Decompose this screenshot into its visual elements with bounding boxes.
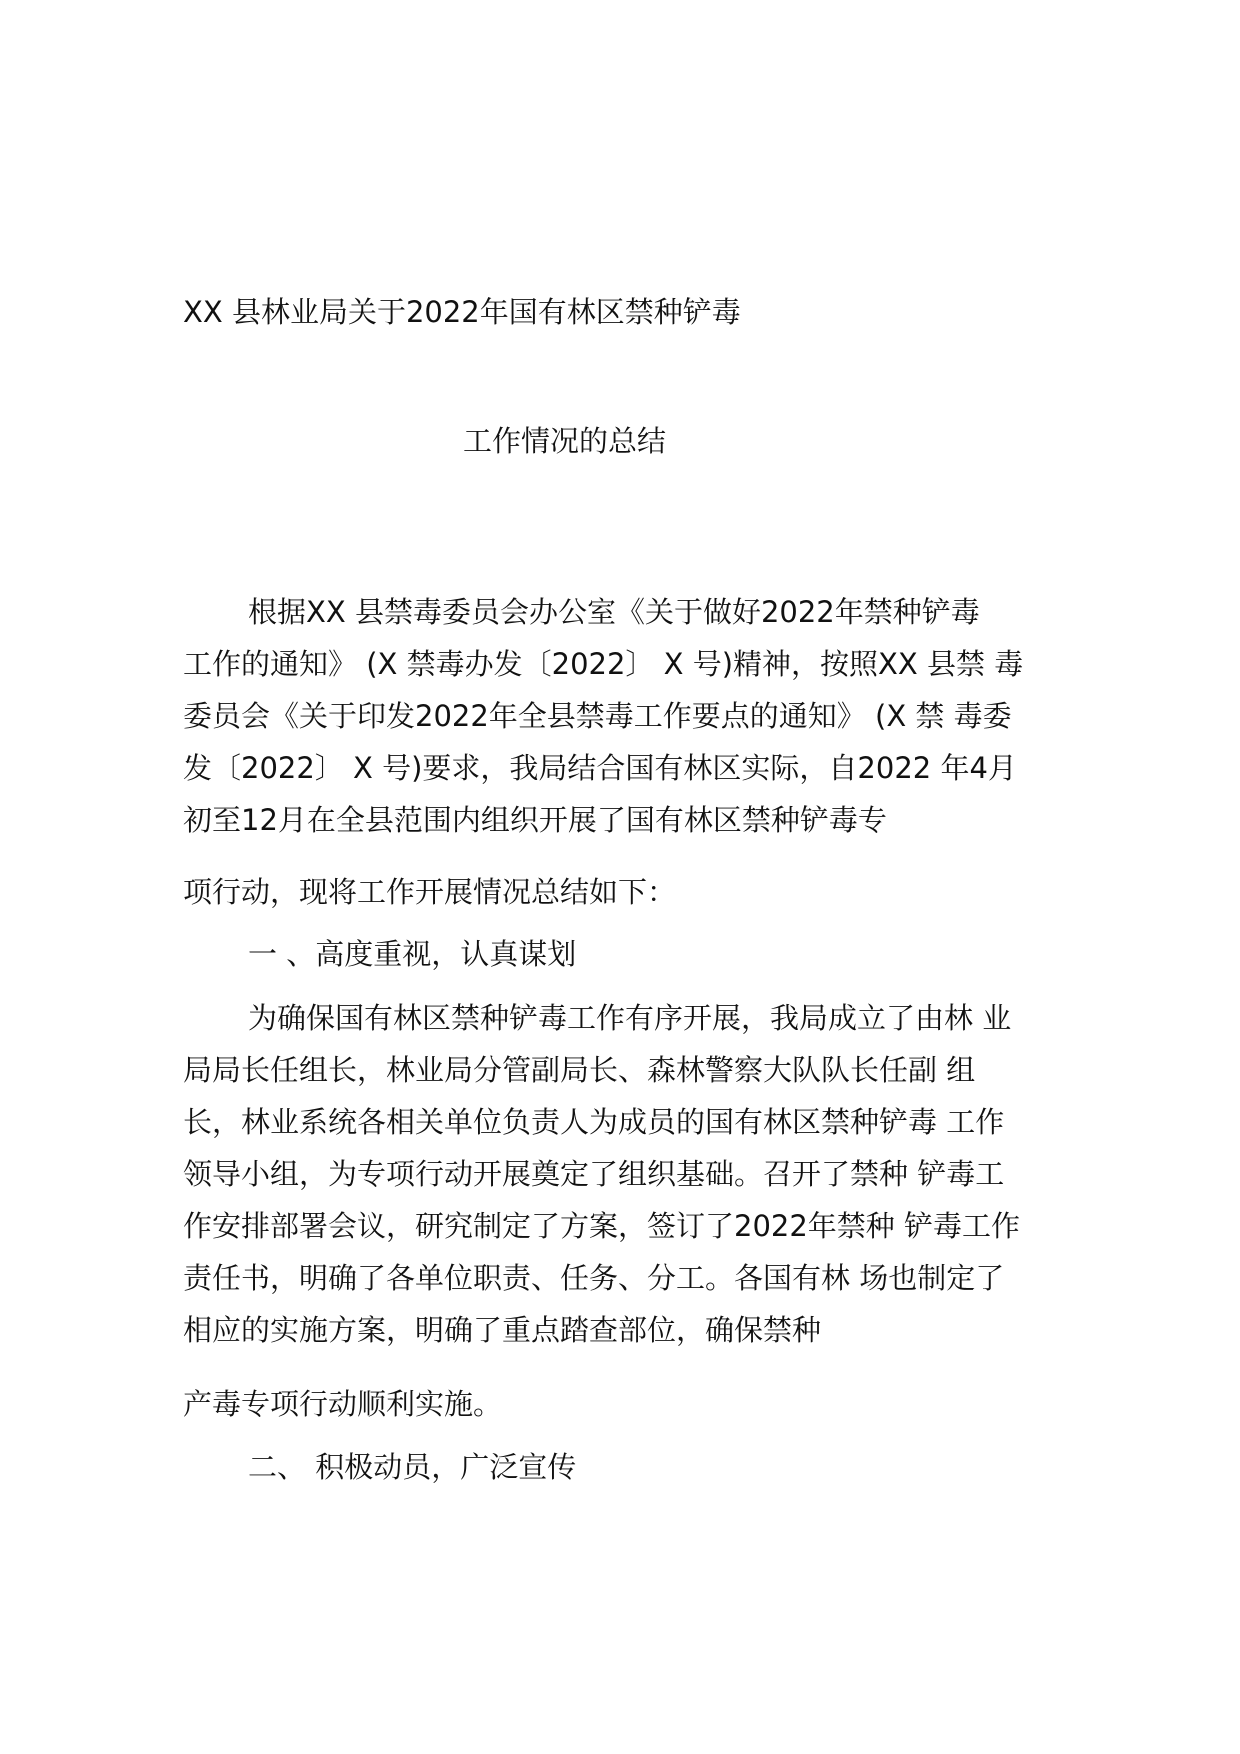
paragraph2-line: 领导小组，为专项行动开展奠定了组织基础。召开了禁种 铲毒工 <box>183 1157 1005 1191</box>
paragraph1-line: 初至12月在全县范围内组织开展了国有林区禁种铲毒专 <box>183 803 887 837</box>
paragraph2-line: 相应的实施方案，明确了重点踏查部位，确保禁种 <box>183 1313 822 1347</box>
paragraph1-line: 委员会《关于印发2022年全县禁毒工作要点的通知》 (X 禁 毒委 <box>183 699 1012 733</box>
paragraph2-line: 为确保国有林区禁种铲毒工作有序开展，我局成立了由林 业 <box>248 1001 1012 1035</box>
document-title-line1: XX 县林业局关于2022年国有林区禁种铲毒 <box>183 295 741 329</box>
paragraph1-line: 根据XX 县禁毒委员会办公室《关于做好2022年禁种铲毒 <box>248 595 980 629</box>
document-title-line2: 工作情况的总结 <box>463 424 667 458</box>
paragraph2-line: 产毒专项行动顺利实施。 <box>183 1387 503 1421</box>
paragraph2-line: 作安排部署会议，研究制定了方案，签订了2022年禁种 铲毒工作 <box>183 1209 1021 1243</box>
paragraph1-line: 项行动，现将工作开展情况总结如下： <box>183 875 677 909</box>
section-heading-2: 二、 积极动员，广泛宣传 <box>248 1450 577 1484</box>
paragraph1-line: 工作的通知》 (X 禁毒办发〔2022〕 X 号)精神，按照XX 县禁 毒 <box>183 647 1024 681</box>
paragraph2-line: 局局长任组长，林业局分管副局长、森林警察大队队长任副 组 <box>183 1053 976 1087</box>
section-heading-1: 一 、高度重视，认真谋划 <box>248 937 577 971</box>
paragraph2-line: 长，林业系统各相关单位负责人为成员的国有林区禁种铲毒 工作 <box>183 1105 1005 1139</box>
paragraph2-line: 责任书，明确了各单位职责、任务、分工。各国有林 场也制定了 <box>183 1261 1005 1295</box>
paragraph1-line: 发〔2022〕 X 号)要求，我局结合国有林区实际，自2022 年4月 <box>183 751 1017 785</box>
